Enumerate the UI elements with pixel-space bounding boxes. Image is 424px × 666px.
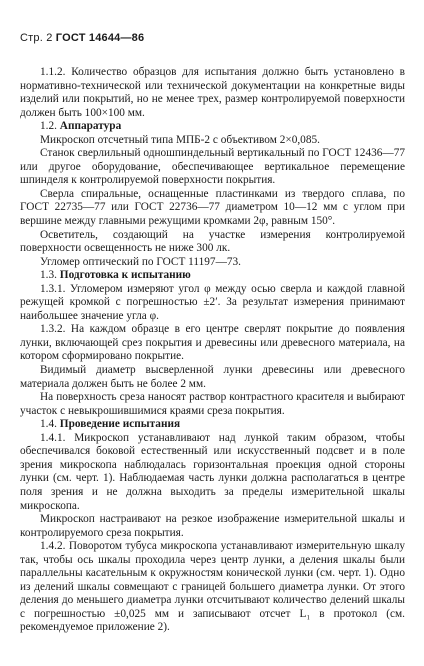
paragraph: Сверла спиральные, оснащенные пластинками из твердого сплава, по ГОСТ 22735—77 или ГОСТ 22736—77 диаметром 10—12 мм с углом при вершине между главными режущими кромками 2φ, равным 150°. [20, 187, 405, 228]
paragraph: Микроскоп настраивают на резкое изображение измерительной шкалы и контролируемого среза покрытия. [20, 513, 405, 539]
section-title: Аппаратура [59, 120, 122, 133]
section-heading [20, 120, 405, 134]
paragraph: Угломер оптический по ГОСТ 11197—73. [40, 255, 241, 268]
paragraph: Осветитель, создающий на участке измерения контролируемой поверхности освещенность не ниже 300 лк. [20, 228, 405, 255]
section-title: Подготовка к испытанию [59, 269, 191, 282]
document-body [20, 66, 405, 635]
section-heading [20, 269, 405, 283]
paragraph: 1.4.1. Микроскоп устанавливают над лункой таким образом, чтобы обеспечивался боковой естественный или искусственный подсвет и в поле зрения микроскопа наблюдалась горизонтальная проекция одной стороны лунки (см. черт. 1). Наблюдаемая часть лунки должна располагаться в центре поля зрения и не должна выходить за пределы измерительной шкалы микроскопа. [20, 431, 405, 512]
paragraph: 1.4.2. Поворотом тубуса микроскопа устанавливают измерительную шкалу так, чтобы ось шкалы проходила через центр лунки, а деления шкалы были параллельны касательным к окружностям конической лунки (см. черт. 1). Одно из делений шкалы совмещают с границей большего диаметра лунки. От этого деления до меньшего диаметра лунки отсчитывают количество делений шкалы с погрешностью ±0,025 мм и записывают отсчет L₁ в протокол (см. рекомендуемое приложение 2). [20, 540, 405, 634]
section-number: 1.4. [40, 418, 60, 431]
paragraph: 1.3.2. На каждом образце в его центре сверлят покрытие до появления лунки, включающей срез покрытия и древесины или древесного материала, на котором сформировано покрытие. [20, 323, 405, 363]
standard-code: ГОСТ 14644—86 [55, 32, 145, 44]
section-title: Проведение испытания [59, 418, 181, 431]
paragraph: Видимый диаметр высверленной лунки древесины или древесного материала должен быть не более 2 мм. [20, 364, 405, 390]
section-number: 1.2. [40, 120, 60, 133]
paragraph: 1.1.2. Количество образцов для испытания должно быть установлено в нормативно-технической или технической документации на конкретные виды изделий или покрытий, но не менее трех, размер контролируемой поверхности должен быть 100×100 мм. [20, 66, 405, 119]
paragraph: Микроскоп отсчетный типа МПБ-2 с объективом 2×0,085. [40, 133, 320, 146]
paragraph: На поверхность среза наносят раствор контрастного красителя и выбирают участок с невыкрошившимися краями среза покрытия. [20, 391, 405, 417]
page-number: Стр. 2 [20, 32, 53, 44]
paragraph: Станок сверлильный одношпиндельный вертикальный по ГОСТ 12436—77 или другое оборудование, обеспечивающее вертикальное перемещение шпинделя к контролируемой поверхности покрытия. [20, 147, 405, 187]
section-heading [20, 418, 405, 432]
page-header [20, 32, 220, 44]
paragraph: 1.3.1. Угломером измеряют угол φ между осью сверла и каждой главной режущей кромкой с погрешностью ±2′. За результат измерения принимают наибольшее значение угла φ. [20, 282, 405, 322]
section-number: 1.3. [40, 269, 60, 282]
